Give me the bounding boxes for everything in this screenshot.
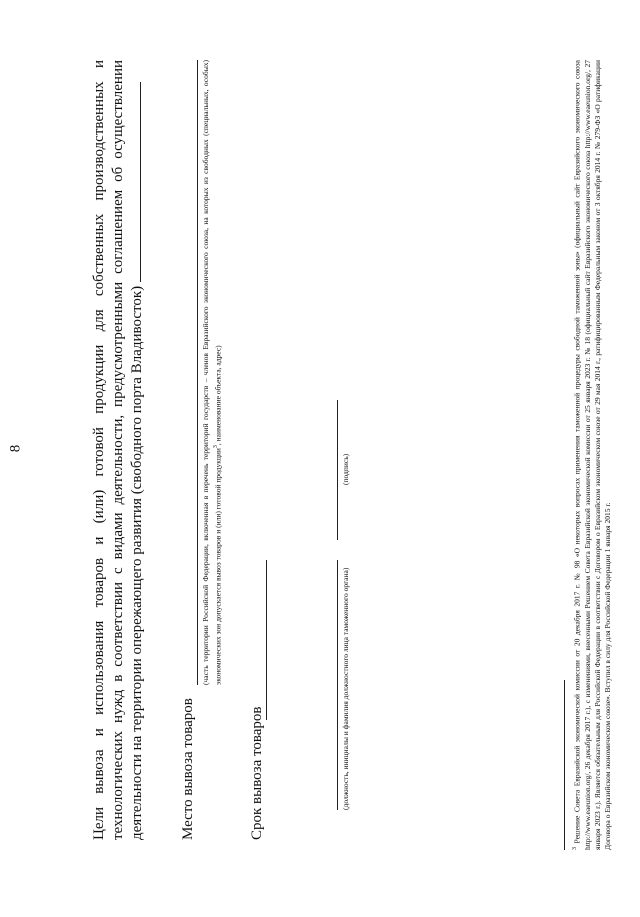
official-name-line <box>337 560 338 810</box>
place-note <box>201 60 224 685</box>
official-name-caption: (должность, инициалы и фамилия должностного лица таможенного органа) <box>341 567 350 810</box>
page-number: 8 <box>7 444 24 453</box>
heading-line-1: Цели вывоза и использования товаров и (или) готовой продукции для собственных производственных и <box>91 60 107 840</box>
heading-fill-line <box>140 82 141 282</box>
signature-caption: (подпись) <box>341 453 350 485</box>
heading-line-2: технологических нужд в соответствии с видами деятельности, предусмотренными соглашением об осуществлении <box>110 60 126 840</box>
signature-line <box>337 400 338 540</box>
footnote <box>570 60 613 850</box>
section-heading <box>90 60 147 840</box>
term-label: Срок вывоза товаров <box>249 706 265 840</box>
footnote-text: Решение Совета Евразийской экономической комиссии от 20 декабря 2017 г. № 98 «О некоторых вопросах применения таможенной процедуры свободной таможенной зоны» (официальный сайт Евразийского экономического союза http://www.eaeunion.org/, 26 декабря 2017 г.), с изменениями, внесенными Решением Совета Евразийской экономической комиссии от 25 января 2023 г. № 18 (официальный сайт Евразийского экономического союза http://www.eaeunion.org/, 27 января 2023 г.). Является обязательным для Российской Федерации в соответствии с Договором о Евразийском экономическом союзе от 29 мая 2014 г., ратифицированным Федеральным законом от 3 октября 2014 г. № 279-ФЗ «О ратификации Договора о Евразийском экономическом союзе». Вступил в силу для Российской Федерации 1 января 2015 г. <box>572 60 612 850</box>
place-note-sup: 3 <box>213 445 219 449</box>
footnote-separator <box>564 680 565 850</box>
heading-line-3-text: деятельности на территории опережающего развития (свободного порта Владивосток) <box>129 285 145 840</box>
footnote-sup: 3 <box>572 847 578 850</box>
place-label: Место вывоза товаров <box>180 698 196 840</box>
heading-line-3 <box>128 60 147 840</box>
term-fill-line <box>266 560 267 720</box>
place-note-text: (часть территории Российской Федерации, включенная в перечень территорий государств – членов Евразийского экономического союза, на которых из свободных (специальных, особых) экономических зон допускается вывоз товаров и (или) готовой продукции <box>201 60 223 685</box>
rotated-content <box>80 40 640 880</box>
place-fill-line <box>197 60 198 685</box>
place-note-tail: , наименование объекта, адрес) <box>213 345 223 446</box>
